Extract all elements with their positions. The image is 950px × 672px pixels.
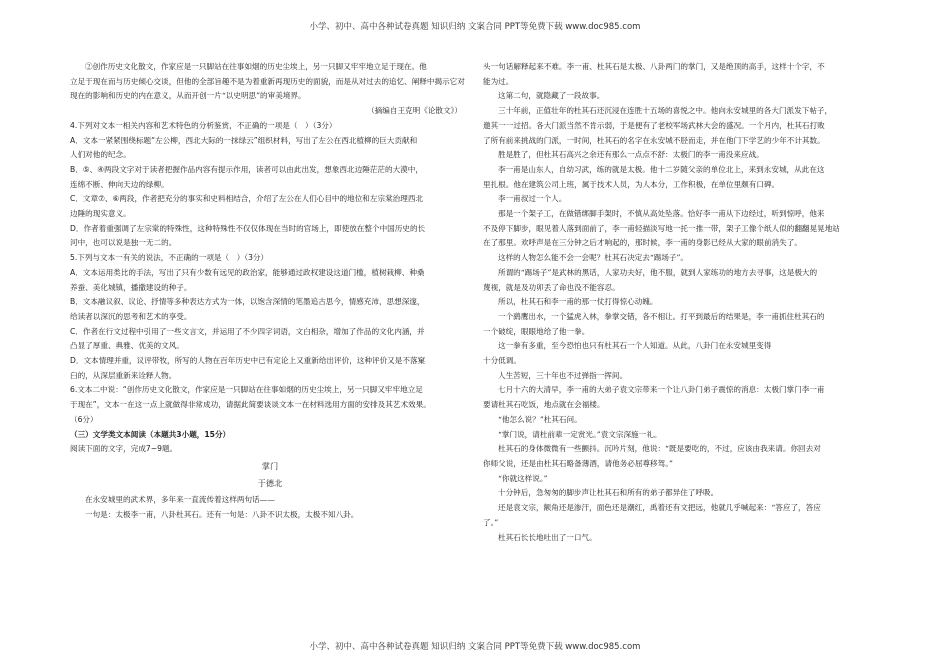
story-line: 李一甫是山东人，自幼习武，练的就是太极。他十二岁随父亲的单位北上，来到永安城，从此在这	[498, 164, 825, 174]
story-line: “他怎么说？”杜其石问。	[498, 414, 582, 424]
question-line: （6分）	[70, 414, 98, 424]
page-footer: 小学、初中、高中各种试卷真题 知识归纳 文案合同 PPT等免费下载 www.doc985.com	[309, 642, 641, 652]
question-line: 4.下列对文本一相关内容和艺术特色的分析鉴赏，不正确的一项是（ ）（3分）	[70, 120, 337, 130]
story-line: 杜其石的身体微微有一些颤抖。沉吟片刻，他说：“既是要吃的，不过，应该由我来请。你回去对	[498, 444, 821, 454]
section-heading: （三）文学类文本阅读（本题共3小题，15分）	[70, 429, 231, 439]
question-line: C．作者在行文过程中引用了一些文言文，并运用了不少四字词语，文白相杂，增加了作品的文化内涵，并	[70, 326, 425, 336]
question-line: 河中，也可以说是独一无二的。	[70, 238, 177, 248]
question-line: 5.下列与文本一有关的说法，不正确的一项是（ ）（3分）	[70, 253, 269, 263]
question-line: C．文章⑦、⑥两段，作者把充分的事实和史料相结合，介绍了左公在人们心目中的地位和左宗棠治理西北	[70, 194, 424, 204]
question-line: 养蚕、美化城镇，播撒建设的种子。	[70, 282, 192, 292]
story-line: 七月十六的大清早，李一甫的大弟子袁文宗带来一个让八卦门弟子震惊的消息：太极门掌门李一甫	[498, 385, 825, 395]
question-line: A．文本运用类比的手法，写出了只有少数有远见的政治家，能够通过政权建设这道门槛，植树栽柳、种桑	[70, 267, 425, 277]
story-line: 一句是：太极李一甫，八卦杜其石。还有一句是：八卦不识太极，太极不知八卦。	[85, 509, 359, 519]
question-line: 臼的，从深层重新来诠释人物。	[70, 370, 177, 380]
story-line: 不及停下脚步，眼见着人落到面前了，李一甫轻描淡写地一托一推一带，架子工像个纸人似的翻翻晃晃地站	[483, 223, 840, 233]
article-excerpt	[70, 60, 470, 104]
story-line: 了所有前来挑战的门派，一时间，杜其石的名字在永安城不胫而走，并在他门下学艺的少年不计其数。	[483, 135, 825, 145]
story-line: 杜其石长长地吐出了一口气。	[498, 532, 597, 542]
story-line: 一个鹞鹰出水，一个猛虎入林，拳掌交错，各不相让。打平到最后的结果是，李一甫抓住杜其石的	[498, 311, 825, 321]
text-line: 现在的影响和历史的内在意义，从而开创一片“以史明思”的审美境界。	[70, 91, 306, 101]
story-line: “掌门说，请杜前辈一定赏光。”袁文宗深施一礼。	[498, 429, 662, 439]
story-line: 人生苦短，三十年也不过弹指一挥间。	[498, 370, 628, 380]
text-line: ②创作历史文化散文，作家应是一只脚站在往事如烟的历史尘埃上，另一只脚又牢牢地立足于现在。他	[85, 62, 427, 71]
text-line: 立足于现在而与历史倾心交谈，但他的全部旨趣不是为着重新再现历史的面貌，而是从对过去的追忆、阐释中揭示它对	[70, 76, 465, 86]
story-line: 在永安城里的武术界，多年来一直流传着这样两句话——	[85, 494, 275, 504]
story-line: 里扎根。他在建筑公司上班，属于技术人员，为人本分，工作积极，在单位里颇有口碑。	[483, 179, 780, 189]
story-line: 头一句话解释起来不难。李一甫、杜其石是太极、八卦两门的掌门，又是绝顶的高手，这样十个字，不	[483, 62, 825, 71]
right-column	[483, 60, 885, 545]
question-5	[70, 251, 470, 383]
question-line: D．文本情理并重，议评带牧，所写的人物在百年历史中已有定论上又重新给出评价，这种评价又是不落窠	[70, 356, 426, 366]
story-title: 掌门	[261, 460, 279, 471]
story-line: 十分低调。	[483, 356, 521, 366]
story-line: 还是袁文宗，额角还是渗汗，面色还是潮红，禹着还有文把远，他就几乎喊起来：“答应了，答应	[498, 503, 821, 513]
story-line: 这样的人物怎么能不会一会呢？杜其石决定去“踢场子”。	[498, 253, 689, 263]
story-author: 于德北	[257, 477, 283, 488]
left-column	[70, 60, 470, 522]
question-line: 凸显了厚重、典雅、优美的文风。	[70, 341, 184, 351]
story-line: 一个破绽，眼眼地给了他一拳。	[483, 326, 590, 336]
page-header: 小学、初中、高中各种试卷真题 知识归纳 文案合同 PPT等免费下载 www.doc985.com	[309, 22, 641, 32]
question-line: A．文本一紧紧围绕标题“左公柳，西北大际的一抹绿云”组织材料，写出了左公在西北植柳的巨大贡献和	[70, 135, 418, 145]
story-line: 胜是胜了，但杜其石高兴之余还有那么一点点不舒：太极门的李一甫没来应战。	[498, 150, 764, 160]
story-line: 这一拳有多重，至今恐怕也只有杜其石一个人知道。从此，八卦门在永安城里变得	[498, 341, 772, 351]
reading-instruction: 阅读下面的文字，完成7~9题。	[70, 444, 178, 454]
story-line: 了。”	[483, 517, 499, 527]
story-line: 所谓的“踢场子”是武林的黑话，人家功夫好，他不服，就到人家练功的地方去寻事，这是极大的	[498, 267, 818, 277]
question-line: D．作者着重强调了左宗棠的特殊性，这种特殊性不仅仅体现在当时的官场上，即使放在整个中国历史的长	[70, 223, 426, 233]
story-line: 邀其一一过招。各大门派当然不肯示弱，于是便有了老校军场武林大会的盛况。一个月内，杜其石打败	[483, 120, 825, 130]
question-line: 于现在”，文本一在这一点上就做得非常成功，请据此简要谈谈文本一在材料选用方面的安排及其艺术效果。	[70, 400, 431, 410]
story-line: 李一甫叔过一个人。	[498, 194, 567, 204]
story-line: 十分钟后，急匆匆的脚步声让杜其石和所有的弟子都异住了呼吸。	[498, 488, 719, 498]
source-citation: （摘编自王克明《论散文》）	[367, 106, 462, 116]
story-line: “你就这样说。”	[498, 473, 548, 483]
question-4	[70, 119, 470, 251]
question-line: B．文本融议叙、议论、抒情等多种表达方式为一体，以饱含深情的笔墨追古思今，情感充沛，思想深邃，	[70, 297, 425, 307]
story-line: 蔑视，就是及功卯丢了命也没不能容忍。	[483, 282, 620, 292]
question-6	[70, 383, 470, 427]
story-line: 这第二句，就隐藏了一段故事。	[498, 91, 605, 101]
story-line: 你师父说，还是由杜其石略备薄酒，请他务必屈尊移驾。”	[483, 458, 673, 468]
story-line: 要请杜其石吃饭，地点就在会福楼。	[483, 400, 605, 410]
story-line: 能为过。	[483, 76, 514, 86]
story-opening	[70, 493, 470, 522]
question-line: 连绵不断、伸向天边的绿柳。	[70, 179, 169, 189]
question-line: 给读者以深沉的思考和艺术的享受。	[70, 311, 192, 321]
question-line: 边陲的现实意义。	[70, 209, 131, 219]
question-line: 6.文本二中说：“创作历史文化散文，作家应是一只脚站在往事如烟的历史尘埃上，另一只脚又牢牢地立足	[70, 385, 423, 395]
story-line: 那是一个架子工，在做错绑脚手架时，不慎从高处坠落。恰好李一甫从下边经过，听到惊呼，他来	[498, 209, 825, 219]
question-line: B．⑤、④两段文字对于读者把握作品内容有提示作用，读者可以由此出发，想象西北边陲茫茫的大漠中，	[70, 164, 423, 174]
question-line: 人们对他的纪念。	[70, 150, 131, 160]
story-line: 所以，杜其石和李一甫的那一仗打得惊心动魄。	[498, 297, 658, 307]
story-line: 在了那里。欢呼声是在三分钟之后才响起的，那时候，李一甫的身影已经从大家的眼前消失了。	[483, 238, 802, 248]
story-line: 三十年前，正值壮年的杜其石还沉浸在连胜十五场的喜悦之中。他向永安城里的各大门派发下帖子，	[498, 106, 833, 116]
